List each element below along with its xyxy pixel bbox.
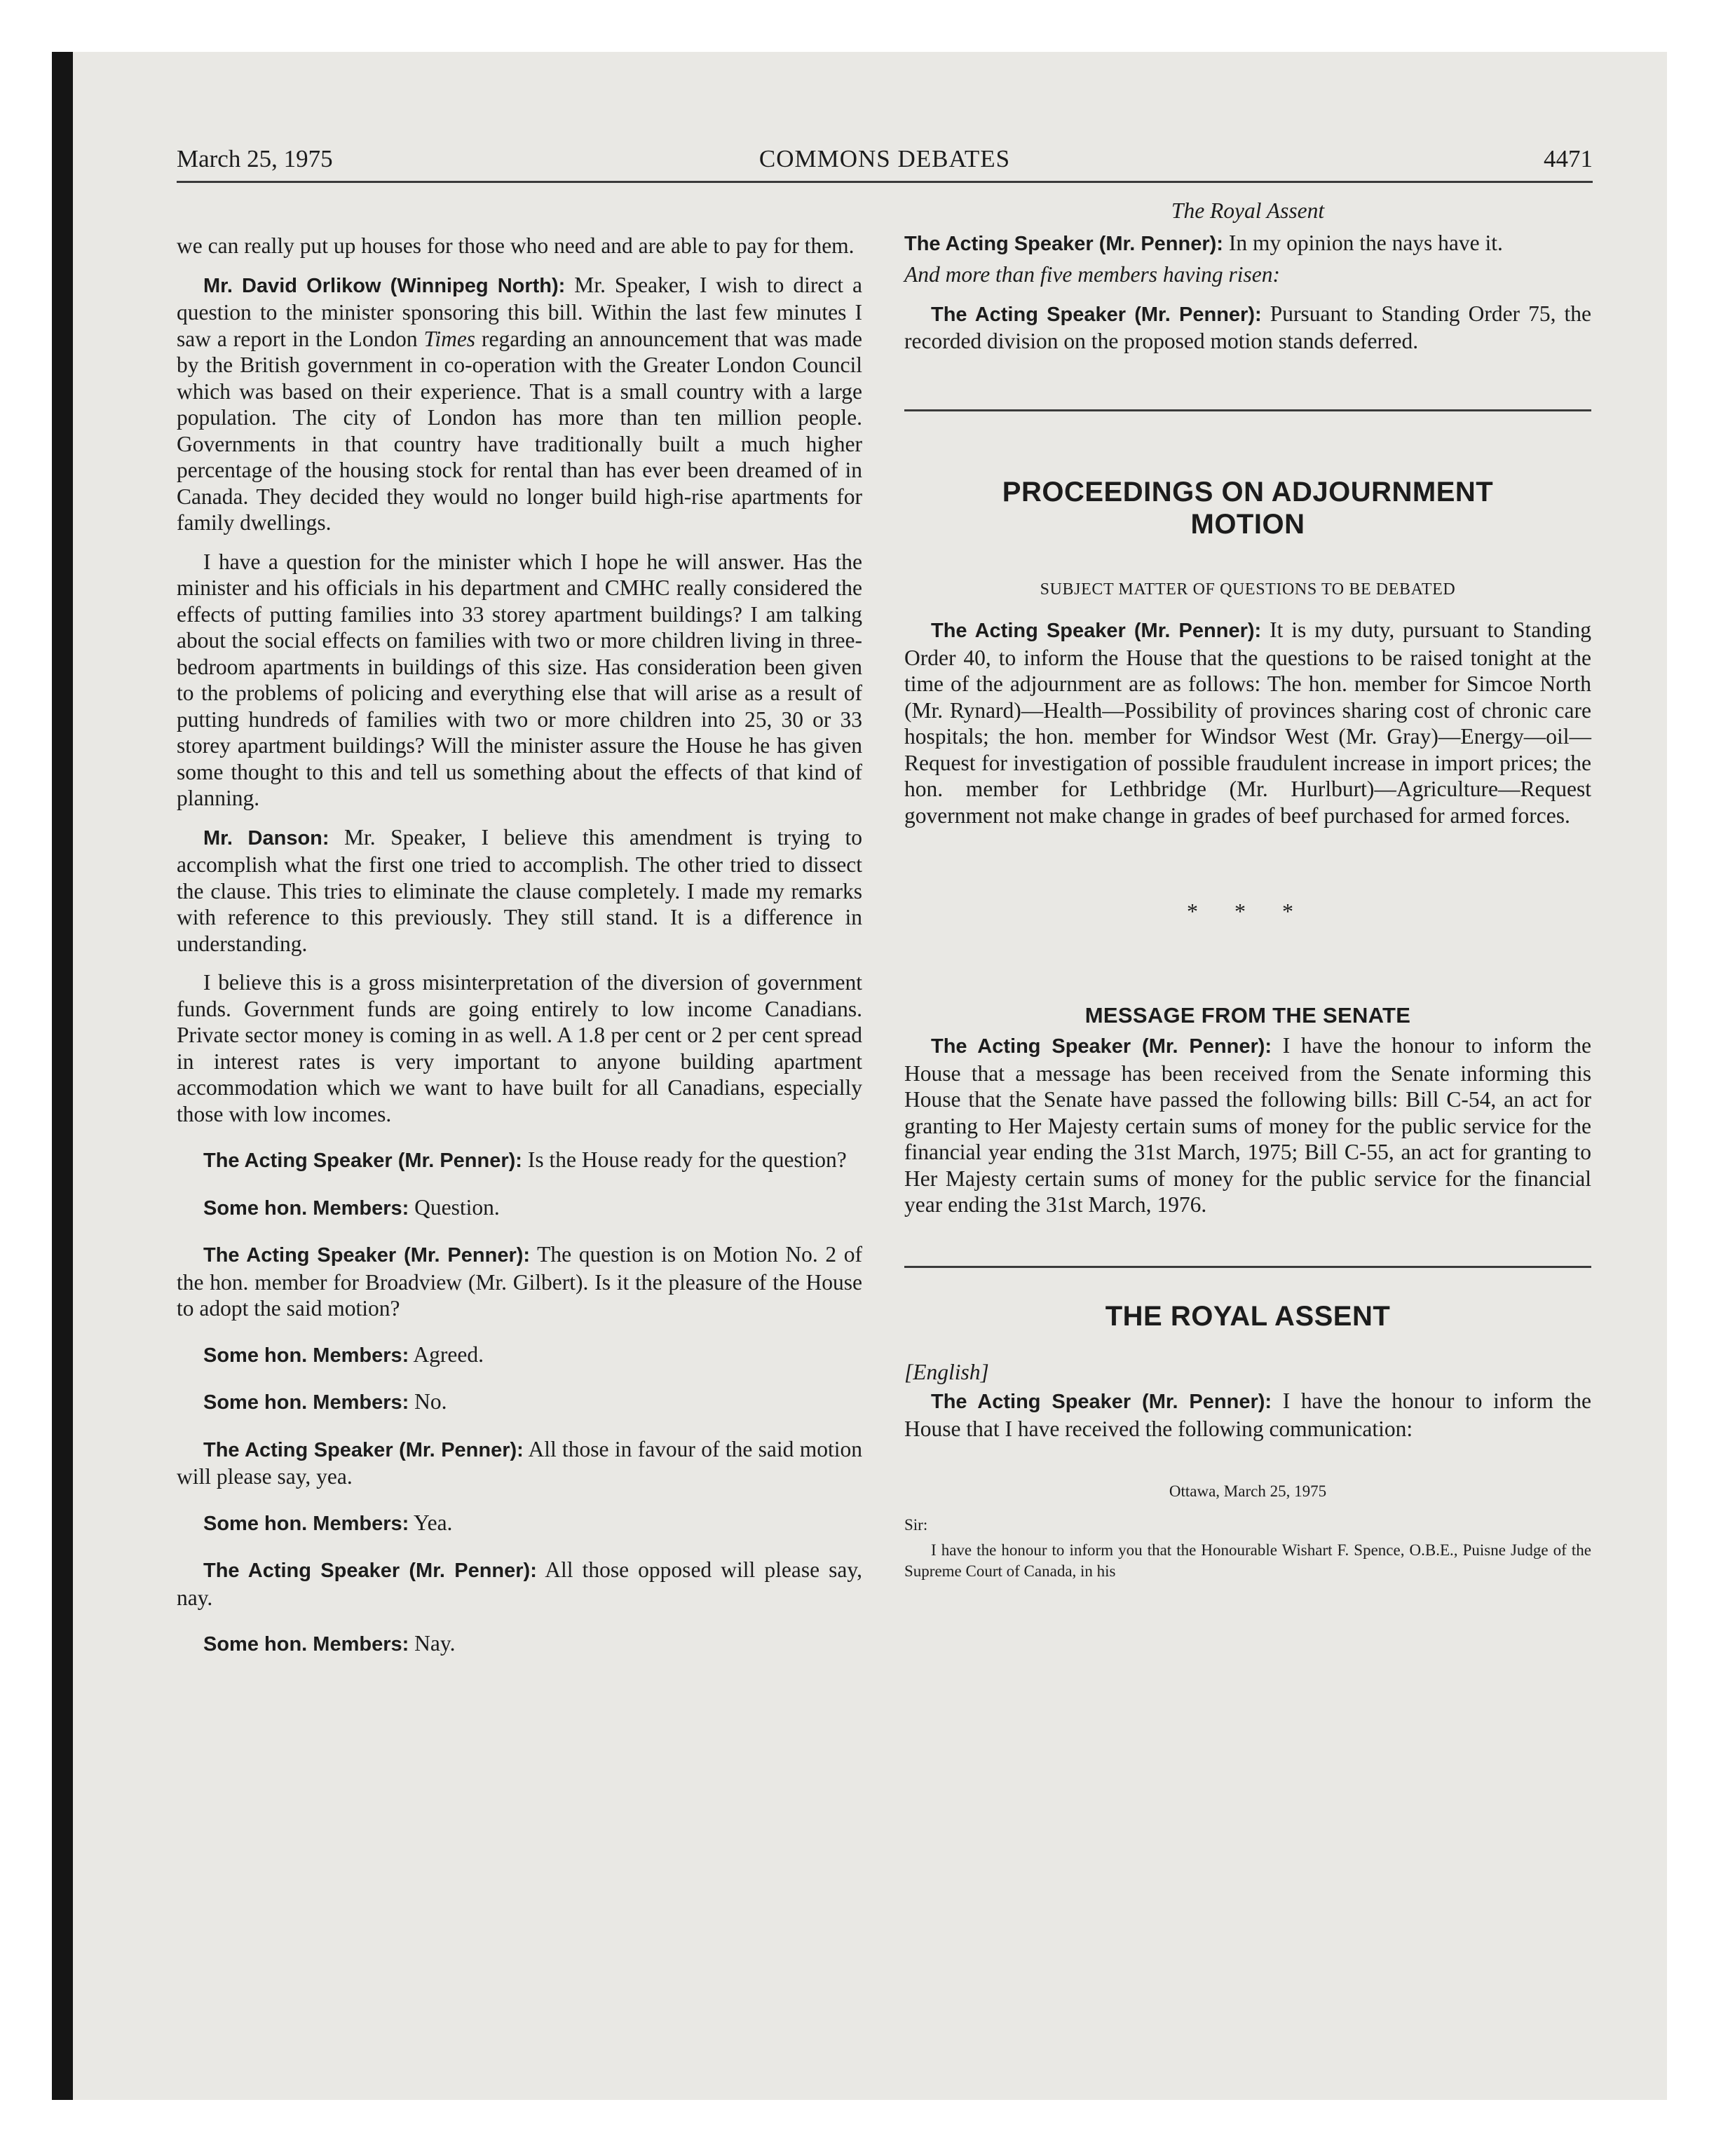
speaker-name: The Acting Speaker (Mr. Penner):: [203, 1149, 522, 1172]
letter-salutation: Sir:: [904, 1516, 928, 1534]
speech-members: Some hon. Members: Agreed.: [203, 1342, 484, 1367]
stage-direction: And more than five members having risen:: [904, 262, 1280, 287]
section-divider: [904, 409, 1591, 411]
speaker-name: The Acting Speaker (Mr. Penner):: [203, 1560, 537, 1582]
paragraph: we can really put up houses for those who need and are able to pay for them.: [177, 233, 855, 258]
speech-danson: Mr. Danson: Mr. Speaker, I believe this amendment is trying to accomplish what the first one tried to accomplish. The other tried to dissect the clause. This tries to eliminate the clause completely. I made my remarks with reference to this previously. They still stand. It is a difference in understanding.: [177, 824, 862, 956]
speech-acting-speaker: The Acting Speaker (Mr. Penner): It is my duty, pursuant to Standing Order 40, to inform the House that the questions to be raised tonight at the time of the adjournment are as follows: The hon. member for Simcoe North (Mr. Rynard)—Health—Possibility of provinces sharing cost of chronic care hospitals; the hon. member for Windsor West (Mr. Gray)—Energy—oil—Request for investigation of possible fraudulent increase in import prices; the hon. member for Lethbridge (Mr. Hurlburt)—Agriculture—Request government not make change in grades of beef purchased for armed forces.: [904, 618, 1592, 828]
paragraph: I believe this is a gross misinterpretation of the diversion of government funds. Government funds are going entirely to low income Canadians. Private sector money is coming in as well. A 1.8 per cent or 2 per cent spread in interest rates is very important to anyone building apartment accommodation which we want to have built for all Canadians, especially those with low incomes.: [177, 970, 862, 1126]
section-separator-stars: * * *: [1187, 899, 1309, 924]
speech-acting-speaker: The Acting Speaker (Mr. Penner): All those opposed will please say, nay.: [177, 1557, 862, 1610]
speaker-name: The Acting Speaker (Mr. Penner):: [203, 1438, 524, 1461]
speech-acting-speaker: The Acting Speaker (Mr. Penner): I have the honour to inform the House that I have received the following communication:: [904, 1389, 1591, 1441]
speech-members: Some hon. Members: Yea.: [203, 1510, 453, 1535]
paragraph: I have a question for the minister which I hope he will answer. Has the minister and his officials in his department and CMHC really considered the effects of putting families into 33 storey apartment buildings? I am talking about the social effects on families with two or more children living in three-bedroom apartments in buildings of this size. Has consideration been given to the problems of policing and everything else that will arise as a result of putting hundreds of families with two or more children into 25, 30 or 33 storey apartment buildings? Will the minister assure the House he has given some thought to this and tell us something about the effects of that kind of planning.: [177, 549, 862, 810]
letter-body: I have the honour to inform you that the Honourable Wishart F. Spence, O.B.E., Puisne Judge of the Supreme Court of Canada, in his: [904, 1541, 1591, 1580]
header-date: March 25, 1975: [177, 145, 333, 172]
speech-acting-speaker: The Acting Speaker (Mr. Penner): All those in favour of the said motion will please say, yea.: [177, 1436, 863, 1489]
section-heading-adjournment: PROCEEDINGS ON ADJOURNMENT MOTION: [1002, 476, 1494, 540]
speaker-name: Some hon. Members:: [203, 1344, 409, 1367]
speaker-name: The Acting Speaker (Mr. Penner):: [931, 303, 1262, 326]
section-heading-royal-assent: THE ROYAL ASSENT: [1105, 1300, 1391, 1332]
speech-members: Some hon. Members: Nay.: [203, 1631, 456, 1656]
speaker-name: The Acting Speaker (Mr. Penner):: [931, 1391, 1272, 1413]
speech-acting-speaker: The Acting Speaker (Mr. Penner): I have the honour to inform the House that a message has been received from the Senate informing this House that the Senate have passed the following bills: Bill C-54, an act for granting to Her Majesty certain sums of money for the public service for the financial year ending the 31st March, 1975; Bill C-55, an act for granting to Her Majesty certain sums of money for the public service for the financial year ending the 31st March, 1976.: [904, 1033, 1591, 1217]
speaker-name: Some hon. Members:: [203, 1512, 409, 1535]
letter-date: Ottawa, March 25, 1975: [1169, 1482, 1327, 1500]
speech-members: Some hon. Members: No.: [203, 1389, 447, 1414]
left-column: [177, 198, 862, 1658]
speech-acting-speaker: The Acting Speaker (Mr. Penner): In my opinion the nays have it.: [904, 230, 1503, 255]
right-column: [904, 198, 1591, 1582]
speaker-name: Some hon. Members:: [203, 1633, 409, 1656]
speaker-name: Some hon. Members:: [203, 1196, 409, 1220]
speaker-name: Mr. Danson:: [203, 826, 329, 850]
speech-acting-speaker: The Acting Speaker (Mr. Penner): Pursuant to Standing Order 75, the recorded division on the proposed motion stands deferred.: [904, 301, 1592, 353]
page-header: [177, 140, 1593, 183]
speech-acting-speaker: The Acting Speaker (Mr. Penner): The question is on Motion No. 2 of the hon. member for Broadview (Mr. Gilbert). Is it the pleasure of the House to adopt the said motion?: [177, 1242, 862, 1321]
speech-acting-speaker: The Acting Speaker (Mr. Penner): Is the House ready for the question?: [203, 1147, 847, 1172]
speaker-name: Mr. David Orlikow (Winnipeg North):: [203, 274, 566, 297]
binding-edge: [52, 52, 73, 2100]
language-tag: [English]: [904, 1359, 989, 1384]
speaker-name: The Acting Speaker (Mr. Penner):: [904, 232, 1223, 255]
speaker-name: The Acting Speaker (Mr. Penner):: [931, 1035, 1272, 1058]
speaker-name: The Acting Speaker (Mr. Penner):: [931, 620, 1262, 642]
header-title: COMMONS DEBATES: [758, 145, 1011, 172]
speech-orlikow: Mr. David Orlikow (Winnipeg North): Mr. Speaker, I wish to direct a question to the minister sponsoring this bill. Within the last few minutes I saw a report in the London Times regarding an announcement that was made by the British government in co-operation with the Greater London Council which was based on their experience. That is a small country with a large population. The city of London has more than ten million people. Governments in that country have traditionally built a much higher percentage of the housing stock for rental than has ever been dreamed of in Canada. They decided they would no longer build high-rise apartments for family dwellings.: [177, 272, 863, 535]
section-subheading: SUBJECT MATTER OF QUESTIONS TO BE DEBATED: [1040, 580, 1456, 599]
running-head: The Royal Assent: [1171, 198, 1325, 223]
speaker-name: Some hon. Members:: [203, 1391, 409, 1414]
section-heading-senate: MESSAGE FROM THE SENATE: [1084, 1002, 1411, 1028]
italic-title: Times: [423, 326, 476, 351]
page-number: 4471: [1544, 145, 1593, 172]
speech-members: Some hon. Members: Question.: [203, 1194, 500, 1220]
section-divider: [904, 1266, 1591, 1268]
speaker-name: The Acting Speaker (Mr. Penner):: [203, 1244, 531, 1267]
